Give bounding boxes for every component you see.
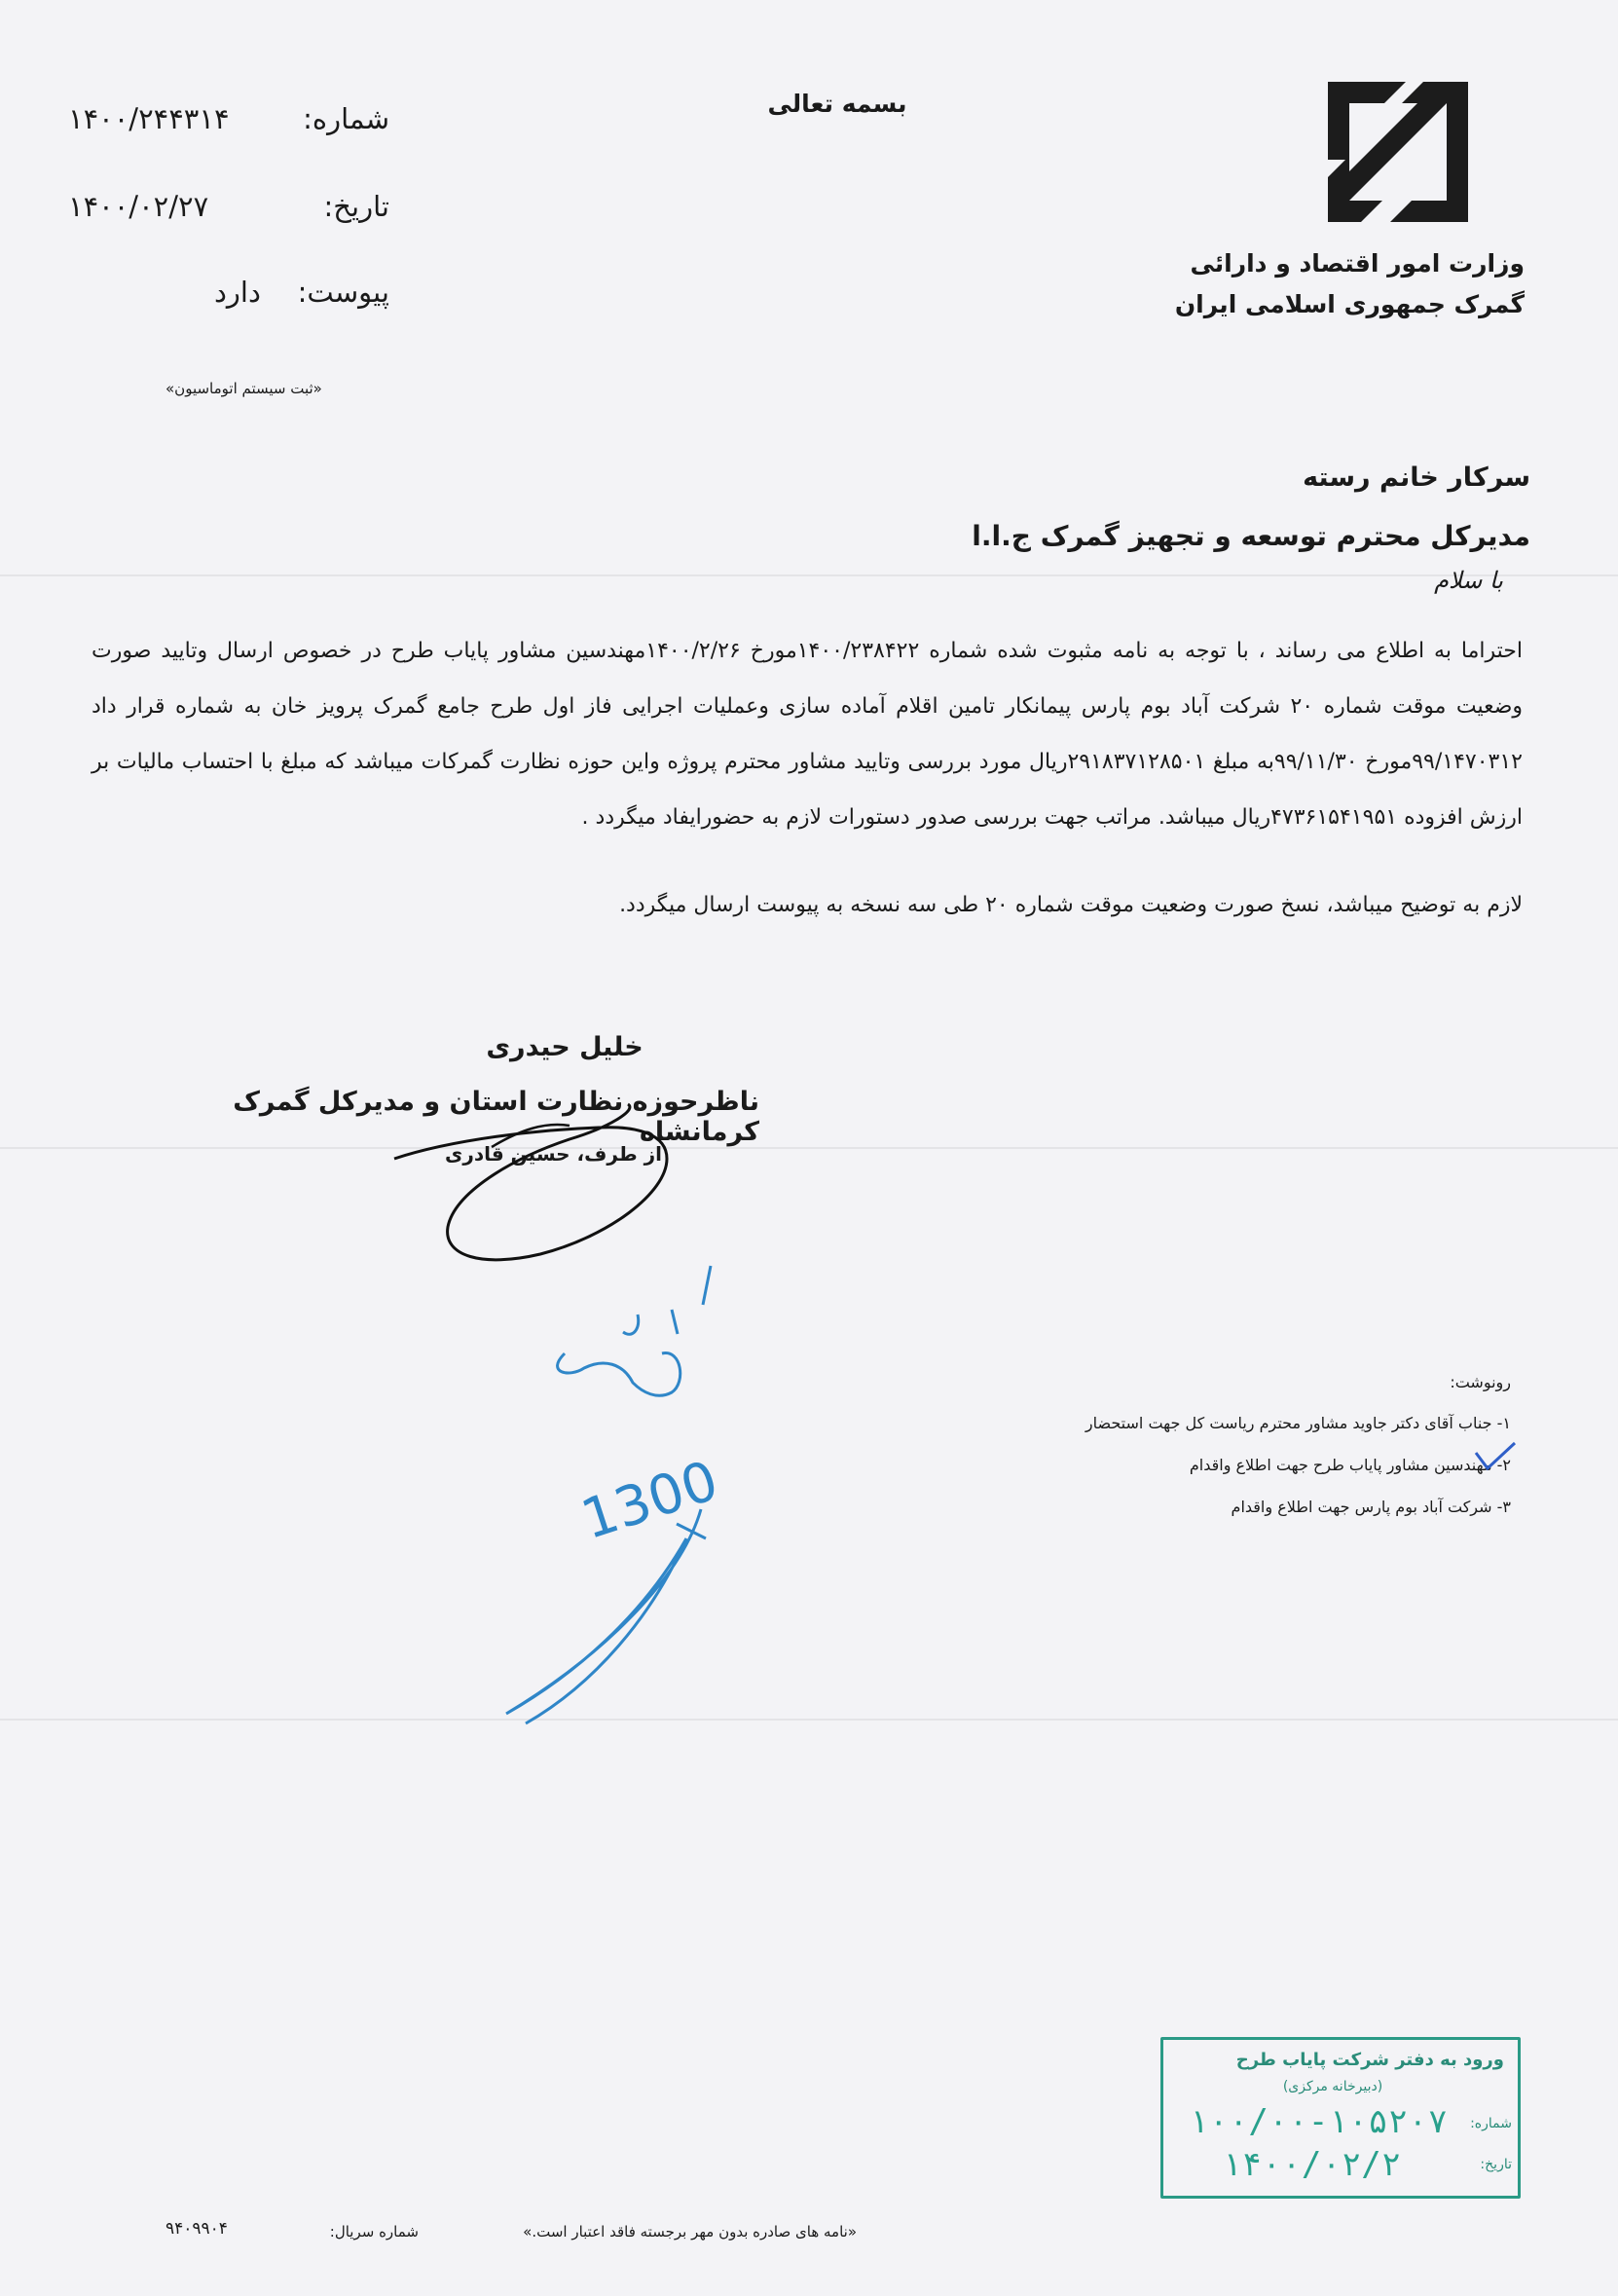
- bismillah: بسمه تعالی: [767, 90, 907, 118]
- recipient-name: سرکار خانم رسته: [1303, 463, 1530, 493]
- signer-name: خلیل حیدری: [486, 1032, 644, 1062]
- stamp-title: ورود به دفتر شرکت پایاب طرح: [1235, 2050, 1504, 2070]
- stamp-date-label: تاریخ:: [1480, 2157, 1512, 2172]
- attachment-label: پیوست:: [297, 276, 389, 309]
- paper-fold: [0, 1147, 1618, 1149]
- attachment-value: دارد: [214, 276, 261, 309]
- body-paragraph-1: احتراما به اطلاع می رساند ، با توجه به نامه مثبوت شده شماره ۱۴۰۰/۲۳۸۴۲۲مورخ ۱۴۰۰/۲/۲۶مهندسین مشاور پایاب طرح در خصوص ارسال وتایید صورت وضعیت موقت شماره ۲۰ شرکت آباد بوم پارس پیمانکار تامین اقلام آماده سازی وعملیات اجرایی فاز اول طرح جامع گمرک پرویز خان به شماره قرار داد ۹۹/۱۴۷۰۳۱۲مورخ ۹۹/۱۱/۳۰به مبلغ ۲۹۱۸۳۷۱۲۸۵۰۱ریال مورد بررسی وتایید مشاور محترم پروژه واین حوزه نظارت گمرکات میباشد که مبلغ با احتساب مالیات بر ارزش افزوده ۴۷۳۶۱۵۴۱۹۵۱ریال میباشد. مراتب جهت بررسی صدور دستورات لازم به حضورایفاد میگردد .: [92, 639, 1523, 830]
- signer-on-behalf: از طرف، حسین قادری: [444, 1142, 662, 1166]
- receipt-stamp: [1160, 2037, 1521, 2199]
- stamp-subtitle: (دبیرخانه مرکزی): [1282, 2079, 1383, 2094]
- customs-logo-icon: [1322, 76, 1474, 228]
- ministry-line1: وزارت امور اقتصاد و دارائی: [1190, 249, 1525, 278]
- handwritten-note-icon: [487, 1246, 759, 1733]
- cc-item: ۲- مهندسین مشاور پایاب طرح جهت اطلاع واقدام: [1189, 1456, 1511, 1474]
- automation-note: «ثبت سیستم اتوماسیون»: [165, 380, 322, 397]
- checkmark-icon: [1472, 1439, 1519, 1472]
- recipient-title: مدیرکل محترم توسعه و تجهیز گمرک ج.ا.ا: [972, 520, 1530, 552]
- ministry-header: [1135, 243, 1525, 325]
- cc-item: ۱- جناب آقای دکتر جاوید مشاور محترم ریاست کل جهت استحضار: [1085, 1414, 1511, 1432]
- number-value: ۱۴۰۰/۲۴۴۳۱۴: [68, 102, 230, 135]
- signature-icon: [375, 1100, 696, 1271]
- signer-title: ناظرحوزه نظارت استان و مدیرکل گمرک کرمانشاه: [233, 1087, 759, 1147]
- stamp-number-label: شماره:: [1470, 2116, 1512, 2131]
- serial-value: ۹۴۰۹۹۰۴: [165, 2219, 228, 2239]
- stamp-number-value: ۱۰۰/۰۰-۱۰۵۲۰۷: [1189, 2102, 1449, 2141]
- letter-number: [68, 102, 389, 141]
- ministry-line2: گمرک جمهوری اسلامی ایران: [1174, 290, 1525, 318]
- footer-note: «نامه های صادره بدون مهر برجسته فاقد اعتبار است.»: [523, 2223, 857, 2240]
- date-value: ۱۴۰۰/۰۲/۲۷: [68, 190, 209, 223]
- number-label: شماره:: [303, 102, 389, 135]
- cc-title: رونوشت:: [1450, 1373, 1511, 1391]
- greeting: با سلام: [1434, 567, 1503, 594]
- paper-fold: [0, 1719, 1618, 1721]
- handwritten-number: 1300: [573, 1449, 726, 1553]
- cc-item: ۳- شرکت آباد بوم پارس جهت اطلاع واقدام: [1231, 1498, 1511, 1516]
- body-paragraph-2: لازم به توضیح میباشد، نسخ صورت وضعیت موقت شماره ۲۰ طی سه نسخه به پیوست ارسال میگردد.: [619, 893, 1523, 917]
- serial-label: شماره سریال:: [329, 2223, 419, 2240]
- letter-date: [68, 190, 389, 229]
- letter-attachment: [68, 276, 389, 315]
- stamp-date-value: ۱۴۰۰/۰۲/۲: [1222, 2145, 1402, 2184]
- date-label: تاریخ:: [323, 190, 389, 223]
